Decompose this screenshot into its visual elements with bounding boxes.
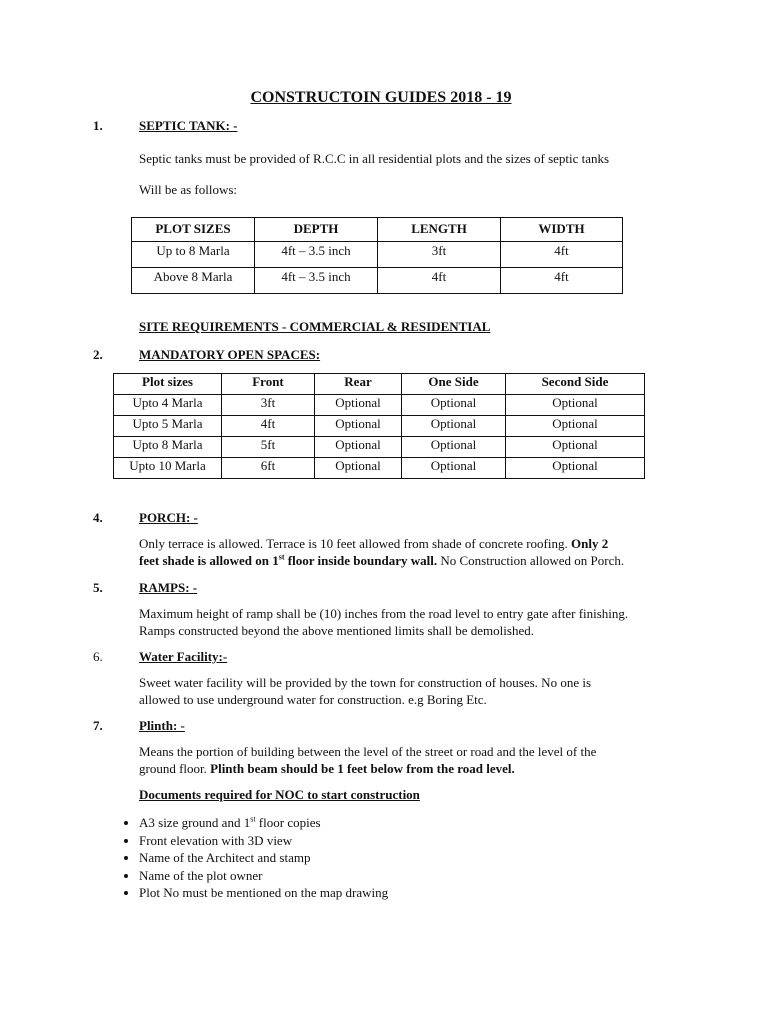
list-item: • Plot No must be mentioned on the map drawing <box>139 884 388 902</box>
table-cell: Upto 8 Marla <box>114 437 222 458</box>
list-item: • Name of the plot owner <box>139 867 388 885</box>
table-cell: Upto 10 Marla <box>114 458 222 479</box>
column-header: DEPTH <box>255 218 378 242</box>
ramps-line-2: Ramps constructed beyond the above mentioned limits shall be demolished. <box>139 623 534 638</box>
section-7-number: 7. <box>93 718 103 733</box>
table-row <box>114 437 645 458</box>
column-header: LENGTH <box>378 218 501 242</box>
table-cell: Upto 5 Marla <box>114 416 222 437</box>
column-header: Rear <box>315 374 402 395</box>
list-item-text: floor copies <box>255 815 321 830</box>
page-title: CONSTRUCTOIN GUIDES 2018 - 19 <box>250 89 512 106</box>
table-cell: 4ft – 3.5 inch <box>255 242 378 268</box>
column-header: Plot sizes <box>114 374 222 395</box>
porch-bold-2b: floor inside boundary wall. <box>284 552 438 568</box>
table-cell: Optional <box>402 437 506 458</box>
section-1-heading: SEPTIC TANK: - <box>139 118 238 133</box>
table-cell: Upto 4 Marla <box>114 395 222 416</box>
column-header: Front <box>222 374 315 395</box>
section-4-heading: PORCH: - <box>139 510 198 525</box>
water-line-1: Sweet water facility will be provided by the town for construction of houses. No one is <box>139 675 592 690</box>
table-cell: Optional <box>315 458 402 479</box>
section-7-heading: Plinth: - <box>139 718 185 733</box>
list-item: • Front elevation with 3D view <box>139 832 388 850</box>
porch-bold-2a: feet shade is allowed on 1 <box>139 552 279 568</box>
table-row <box>132 242 623 268</box>
table-cell: 4ft <box>222 416 315 437</box>
porch-text-2: No Construction allowed on Porch. <box>437 552 625 568</box>
list-item-superscript: st <box>250 814 256 824</box>
porch-superscript: st <box>278 552 285 562</box>
list-item: • Name of the Architect and stamp <box>139 849 388 867</box>
table-cell: Optional <box>506 395 645 416</box>
porch-text-1: Only terrace is allowed. Terrace is 10 feet allowed from shade of concrete roofing. <box>139 536 572 551</box>
ramps-line-1: Maximum height of ramp shall be (10) inches from the road level to entry gate after finishing. <box>139 606 629 621</box>
documents-heading: Documents required for NOC to start construction <box>139 787 420 802</box>
table-row <box>114 416 645 437</box>
septic-paragraph-2: Will be as follows: <box>139 182 238 197</box>
table-cell: 4ft <box>378 268 501 294</box>
table-cell: 6ft <box>222 458 315 479</box>
septic-tank-table <box>131 217 623 294</box>
section-2-heading: MANDATORY OPEN SPACES: <box>139 347 321 362</box>
column-header: PLOT SIZES <box>132 218 255 242</box>
table-cell: Optional <box>402 458 506 479</box>
table-cell: Optional <box>506 458 645 479</box>
table-cell: 4ft <box>501 268 623 294</box>
table-cell: 3ft <box>378 242 501 268</box>
section-6-number: 6. <box>93 649 103 664</box>
plinth-text: ground floor. <box>139 761 211 776</box>
table-header-row <box>132 218 623 242</box>
porch-paragraph <box>139 536 679 570</box>
section-2-number: 2. <box>93 347 103 362</box>
table-cell: Optional <box>506 416 645 437</box>
column-header: Second Side <box>506 374 645 395</box>
septic-paragraph-1: Septic tanks must be provided of R.C.C in all residential plots and the sizes of septic tanks <box>139 151 610 166</box>
section-5-number: 5. <box>93 580 103 595</box>
table-cell: 4ft – 3.5 inch <box>255 268 378 294</box>
list-item <box>139 814 388 832</box>
table-cell: Optional <box>315 437 402 458</box>
column-header: WIDTH <box>501 218 623 242</box>
plinth-line-2 <box>139 761 679 778</box>
porch-bold-1: Only 2 <box>571 536 609 551</box>
documents-list <box>116 814 388 902</box>
table-cell: Optional <box>506 437 645 458</box>
table-row <box>114 458 645 479</box>
section-5-heading: RAMPS: - <box>139 580 198 595</box>
table-header-row <box>114 374 645 395</box>
open-spaces-table <box>113 373 645 479</box>
site-requirements-heading: SITE REQUIREMENTS - COMMERCIAL & RESIDENTIAL <box>139 319 491 334</box>
section-4-number: 4. <box>93 510 103 525</box>
list-item-text: A3 size ground and 1 <box>139 815 251 830</box>
table-cell: Optional <box>402 395 506 416</box>
section-6-heading: Water Facility:- <box>139 649 228 664</box>
table-cell: 3ft <box>222 395 315 416</box>
table-row <box>132 268 623 294</box>
table-cell: Optional <box>315 395 402 416</box>
table-cell: Optional <box>402 416 506 437</box>
table-row <box>114 395 645 416</box>
column-header: One Side <box>402 374 506 395</box>
plinth-line-1: Means the portion of building between the level of the street or road and the level of the <box>139 744 597 759</box>
section-1-number: 1. <box>93 118 103 133</box>
table-cell: 4ft <box>501 242 623 268</box>
table-cell: 5ft <box>222 437 315 458</box>
table-cell: Optional <box>315 416 402 437</box>
plinth-bold: Plinth beam should be 1 feet below from the road level. <box>210 761 515 776</box>
table-cell: Above 8 Marla <box>132 268 255 294</box>
table-cell: Up to 8 Marla <box>132 242 255 268</box>
water-line-2: allowed to use underground water for construction. e.g Boring Etc. <box>139 692 487 707</box>
